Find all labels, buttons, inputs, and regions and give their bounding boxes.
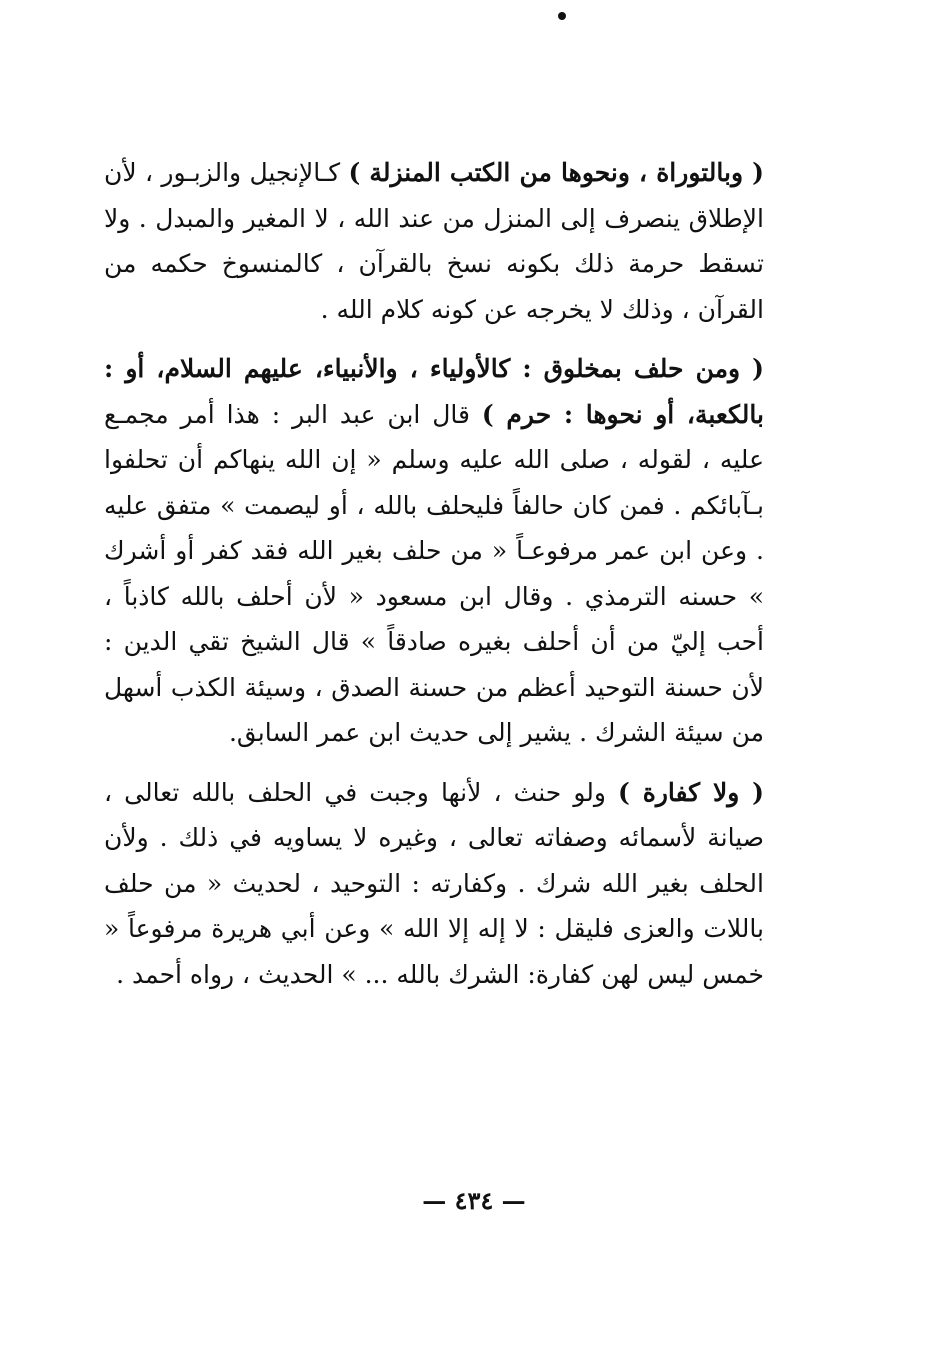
matn-lead: ( وبالتوراة ، ونحوها من الكتب المنزلة ) <box>348 158 764 187</box>
commentary-text: كـالإنجيل والزبـور ، لأن الإطلاق ينصرف إلى المنزل من عند الله ، لا المغير والمبدل . ولا تسقط حرمة ذلك بكونه نسخ بالقرآن ، كالمنسوخ حكمه من القرآن ، وذلك لا يخرجه عن كونه كلام الله . <box>104 158 764 324</box>
matn-lead: ( ومن حلف بمخلوق : كالأولياء ، والأنبياء، عليهم السلام، أو : بالكعبة، أو نحوها : حرم ) <box>104 354 764 429</box>
commentary-text: ولو حنث ، لأنها وجبت في الحلف بالله تعالى ، صيانة لأسمائه وصفاته تعالى ، وغيره لا يساويه في ذلك . ولأن الحلف بغير الله شرك . وكفارته : التوحيد ، لحديث « من حلف باللات والعزى فليقل : لا إله إلا الله » وعن أبي هريرة مرفوعاً « خمس ليس لهن كفارة: الشرك بالله ... » الحديث ، رواه أحمد . <box>104 777 764 989</box>
paragraph-no-expiation <box>104 770 764 998</box>
commentary-text: قال ابن عبد البر : هذا أمر مجمـع عليه ، لقوله ، صلى الله عليه وسلم « إن الله ينهاكم أن تحلفوا بـآبائكم . فمن كان حالفاً فليحلف بالله ، أو ليصمت » متفق عليه . وعن ابن عمر مرفوعـاً « من حلف بغير الله فقد كفر أو أشرك » حسنه الترمذي . وقال ابن مسعود « لأن أحلف بالله كاذباً ، أحب إليّ من أن أحلف بغيره صادقاً » قال الشيخ تقي الدين : لأن حسنة التوحيد أعظم من حسنة الصدق ، وسيئة الكذب أسهل من سيئة الشرك . يشير إلى حديث ابن عمر السابق. <box>104 399 764 747</box>
page-body <box>104 150 764 1011</box>
paragraph-oath-by-creature <box>104 346 764 756</box>
matn-lead: ( ولا كفارة ) <box>618 777 764 807</box>
top-ink-dot <box>558 12 566 20</box>
paragraph-torah-oath <box>104 150 764 332</box>
page-number: — ٤٣٤ — <box>422 1186 526 1215</box>
